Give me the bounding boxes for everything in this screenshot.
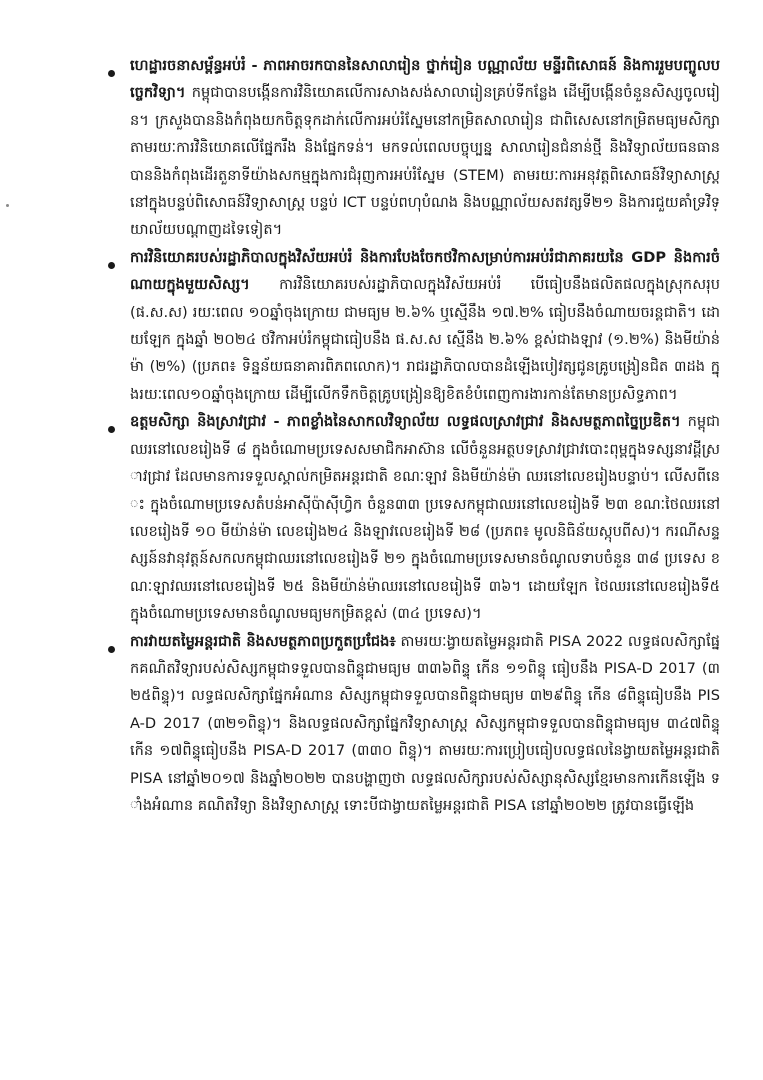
bullet-item-higher-education bbox=[100, 408, 720, 627]
paragraph-heading: ការវាយតម្លៃអន្តរជាតិ និងសមត្ថភាពប្រកួតប្រជែង៖ bbox=[130, 632, 396, 650]
bullet-icon bbox=[108, 426, 115, 433]
paragraph-heading: ការវិនិយោគរបស់រដ្ឋាភិបាលក្នុងវិស័យអប់រំ និងការបែងចែកថវិកាសម្រាប់ការអប់រំជាភាគរយនៃ GDP និងការចំណាយក្នុងមួយសិស្ស។ bbox=[130, 248, 720, 294]
paragraph bbox=[130, 52, 720, 244]
paragraph-body: តាមរយៈង្វាយតម្លៃអន្តរជាតិ PISA 2022 លទ្ធផលសិក្សាផ្នែកគណិតវិទ្យារបស់សិស្សកម្ពុជាទទួលបានពិន្ទុជាមធ្យម ៣៣៦ពិន្ទុ កើន ១១ពិន្ទុ ធៀបនឹង PISA-D 2017 (៣២៥ពិន្ទុ)។ លទ្ធផលសិក្សាផ្នែកអំណាន សិស្សកម្ពុជាទទួលបានពិន្ទុជាមធ្យម ៣២៩ពិន្ទុ កើន ៨ពិន្ទុធៀបនឹង PISA-D 2017 (៣២១ពិន្ទុ)។ និងលទ្ធផលសិក្សាផ្នែកវិទ្យាសាស្ត្រ សិស្សកម្ពុជាទទួលបានពិន្ទុជាមធ្យម ៣៤៧ពិន្ទុ កើន ១៧ពិន្ទុធៀបនឹង PISA-D 2017 (៣៣០ ពិន្ទុ)។ តាមរយៈការប្រៀបធៀបលទ្ធផលនៃង្វាយតម្លៃអន្តរជាតិ PISA នៅឆ្នាំ២០១៧ និងឆ្នាំ២០២២ បានបង្ហាញថា លទ្ធផលសិក្សារបស់សិស្សានុសិស្សខ្មែរមានការកើនឡើង ទាំងអំណាន គណិតវិទ្យា និងវិទ្យាសាស្ត្រ ទោះបីជាង្វាយតម្លៃអន្តរជាតិ PISA នៅឆ្នាំ២០២២ ត្រូវបានធ្វើឡើង bbox=[130, 632, 720, 814]
paragraph-heading: ឧត្តមសិក្សា និងស្រាវជ្រាវ - ភាពខ្លាំងនៃសាកលវិទ្យាល័យ លទ្ធផលស្រាវជ្រាវ និងសមត្ថភាពច្នៃប្រឌិត។ bbox=[130, 413, 681, 431]
paragraph-heading: ហេដ្ឋារចនាសម្ព័ន្ធអប់រំ - ភាពអាចរកបាននៃសាលារៀន ថ្នាក់រៀន បណ្ណាល័យ មន្ទីរពិសោធន៍ និងការរួមបញ្ចូលបច្ចេកវិទ្យា។ bbox=[130, 57, 720, 102]
paragraph bbox=[130, 408, 720, 627]
bullet-icon bbox=[108, 70, 115, 77]
bullet-icon bbox=[108, 262, 115, 269]
paragraph-body: កម្ពុជាបានបង្កើនការវិនិយោគលើការសាងសង់សាលារៀនគ្រប់ទីកន្លែង ដើម្បីបង្កើនចំនួនសិស្សចូលរៀន។ ក្រសួងបាននិងកំពុងយកចិត្តទុកដាក់លើការអប់រំស្នែមនៅកម្រិតសាលារៀន ជាពិសេសនៅកម្រិតមធ្យមសិក្សា តាមរយៈការវិនិយោគលើផ្នែករឹង និងផ្នែកទន់។ មកទល់ពេលបច្ចុប្បន្ន សាលារៀនជំនាន់ថ្មី និងវិទ្យាល័យធនធាន បាននិងកំពុងដើរតួនាទីយ៉ាងសកម្មក្នុងការជំរុញការអប់រំស្នែម (STEM) តាមរយៈការអនុវត្តពិសោធន៍វិទ្យាសាស្ត្រ នៅក្នុងបន្ទប់ពិសោធន៍វិទ្យាសាស្ត្រ បន្ទប់ ICT បន្ទប់ពហុបំណង និងបណ្ណាល័យសតវត្សទី២១ និងការជួយគាំទ្រវិទ្យាល័យបណ្តាញដទៃទៀត។ bbox=[130, 84, 721, 239]
scan-speck bbox=[6, 204, 9, 207]
bullet-item-investment bbox=[100, 244, 720, 408]
paragraph-body: កម្ពុជាឈរនៅលេខរៀងទី ៨ ក្នុងចំណោមប្រទេសសមាជិកអាស៊ាន លើចំនួនអត្ថបទស្រាវជ្រាវបោះពុម្ពក្នុងទស្សនាវដ្តីស្រាវជ្រាវ ដែលមានការទទួលស្គាល់កម្រិតអន្តរជាតិ ខណៈឡាវ និងមីយ៉ាន់ម៉ា ឈរនៅលេខរៀងបន្ទាប់។ លើសពីនេះ ក្នុងចំណោមប្រទេសតំបន់អាស៊ីប៉ាស៊ីហ្វិក ចំនួន៣៣ ប្រទេសកម្ពុជាឈរនៅលេខរៀងទី ២៣ ខណៈថៃឈរនៅលេខរៀងទី ១០ មីយ៉ាន់ម៉ា លេខរៀង២៤ និងឡាវលេខរៀងទី ២៨ (ប្រភព៖ មូលនិធិន័យស្កុបពីស)។ ករណីសន្ទស្សន៍នវានុវត្តន៍សកលកម្ពុជាឈរនៅលេខរៀងទី ២១ ក្នុងចំណោមប្រទេសមានចំណូលទាបចំនួន ៣៨ ប្រទេស ខណៈឡាវឈរនៅលេខរៀងទី ២៥ និងមីយ៉ាន់ម៉ាឈរនៅលេខរៀងទី ៣៦។ ដោយឡែក ថៃឈរនៅលេខរៀងទី៥ ក្នុងចំណោមប្រទេសមានចំណូលមធ្យមកម្រិតខ្ពស់ (៣៤ ប្រទេស)។ bbox=[130, 413, 720, 623]
bullet-item-international-assessment bbox=[100, 628, 720, 820]
paragraph bbox=[130, 244, 720, 408]
bullet-list bbox=[100, 52, 720, 819]
paragraph bbox=[130, 628, 720, 820]
paragraph-body: ការវិនិយោគរបស់រដ្ឋាភិបាលក្នុងវិស័យអប់រំ បើធៀបនឹងផលិតផលក្នុងស្រុកសរុប (ផ.ស.ស) រយៈពេល ១០ឆ្នាំចុងក្រោយ ជាមធ្យម ២.៦% ឬស្មើនឹង ១៧.២% ធៀបនឹងចំណាយចរន្តជាតិ។ ដោយឡែក ក្នុងឆ្នាំ ២០២៤ ថវិកាអប់រំកម្ពុជាធៀបនឹង ផ.ស.ស ស្មើនឹង ២.៦% ខ្ពស់ជាងឡាវ (១.២%) និងមីយ៉ាន់ម៉ា (២%) (ប្រភព៖ ទិន្នន័យធនាគារពិភពលោក)។ រាជរដ្ឋាភិបាលបានដំឡើងបៀវត្សជូនគ្រូបង្រៀនជិត ៣ដង ក្នុងរយៈពេល១០ឆ្នាំចុងក្រោយ ដើម្បីលើកទឹកចិត្តគ្រូបង្រៀនឱ្យខិតខំបំពេញការងារកាន់តែមានប្រសិទ្ធភាព។ bbox=[130, 276, 720, 403]
bullet-item-infrastructure bbox=[100, 52, 720, 244]
bullet-icon bbox=[108, 646, 115, 653]
